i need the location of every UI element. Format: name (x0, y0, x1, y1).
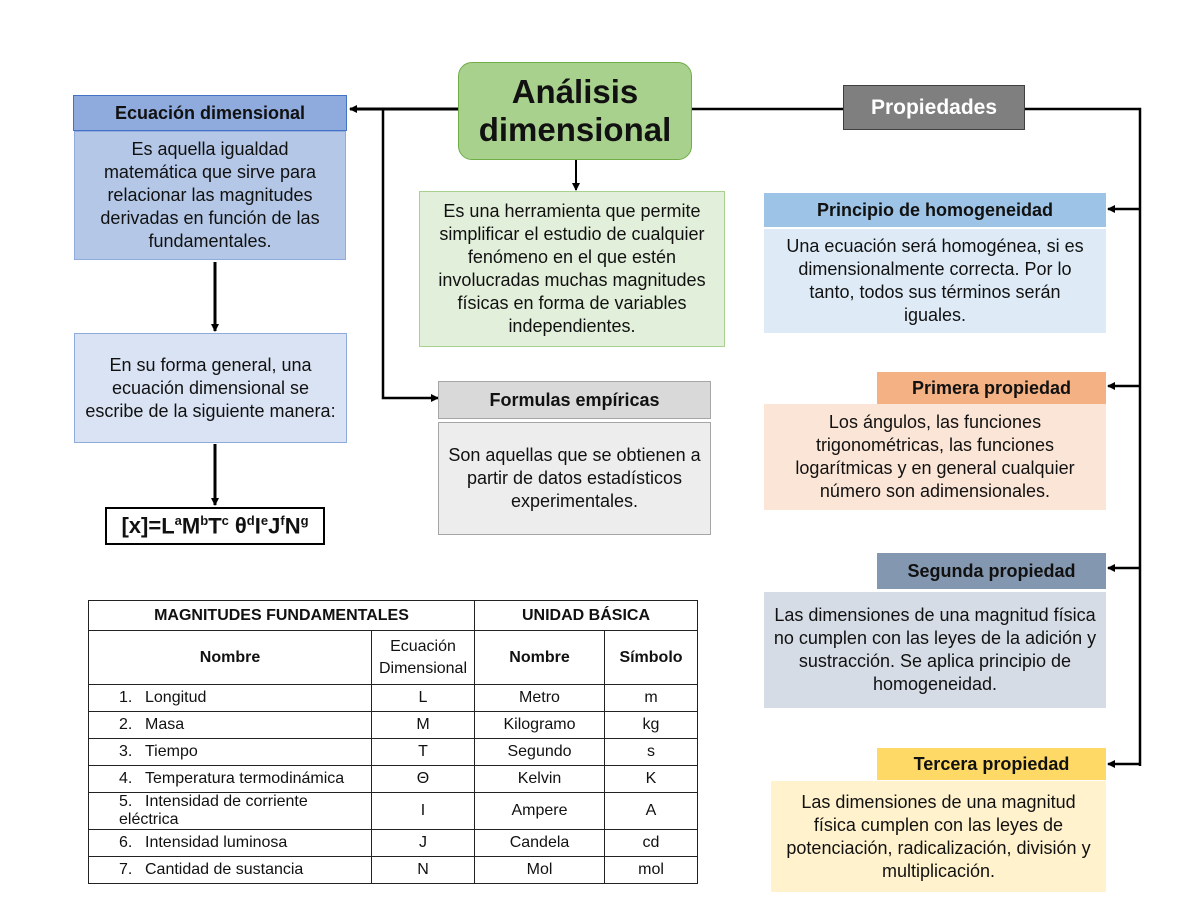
table-row (89, 712, 698, 739)
cell-unidad: Segundo (475, 739, 605, 766)
formula-base: T (208, 513, 222, 539)
cell-nombre (89, 857, 372, 884)
segunda-text: Las dimensiones de una magnitud física no cumplen con las leyes de la adición y sustracción. Se aplica principio de homogeneidad. (764, 592, 1106, 708)
cell-simbolo: A (605, 793, 698, 830)
main-title-line1: Análisis (511, 73, 639, 110)
col-nombre: Nombre (89, 631, 372, 685)
table-row (89, 766, 698, 793)
cell-simbolo: mol (605, 857, 698, 884)
cell-nombre (89, 685, 372, 712)
cell-nombre-text: Longitud (145, 689, 207, 706)
formula-base: M (181, 513, 201, 539)
formula-base: L (161, 513, 175, 539)
tercera-text: Las dimensiones de una magnitud física cumplen con las leyes de potenciación, radicalización, división y multiplicación. (771, 781, 1106, 892)
table-row (89, 793, 698, 830)
table-row (89, 857, 698, 884)
cell-simbolo: K (605, 766, 698, 793)
cell-nombre-text: Masa (145, 716, 185, 733)
cell-nombre-text: Cantidad de sustancia (145, 861, 304, 878)
principio-header: Principio de homogeneidad (764, 193, 1106, 227)
table-group-unidad: UNIDAD BÁSICA (475, 601, 698, 631)
cell-number: 7. (119, 861, 133, 878)
cell-unidad: Mol (475, 857, 605, 884)
formula-base: θ (234, 513, 247, 539)
cell-number: 1. (119, 689, 133, 706)
col-unidad-nombre: Nombre (475, 631, 605, 685)
cell-unidad: Ampere (475, 793, 605, 830)
cell-nombre-text: Intensidad luminosa (145, 834, 288, 851)
cell-ecuacion: M (372, 712, 475, 739)
cell-number: 6. (119, 834, 133, 851)
cell-unidad: Metro (475, 685, 605, 712)
cell-number: 4. (119, 770, 133, 787)
col-simbolo: Símbolo (605, 631, 698, 685)
cell-simbolo: cd (605, 830, 698, 857)
main-description: Es una herramienta que permite simplificar el estudio de cualquier fenómeno en el que estén involucradas muchas magnitudes físicas en forma de variables independientes. (419, 191, 725, 347)
formula-prefix: [x]= (121, 513, 162, 538)
cell-ecuacion: T (372, 739, 475, 766)
cell-number: 2. (119, 716, 133, 733)
cell-ecuacion: I (372, 793, 475, 830)
cell-unidad: Kelvin (475, 766, 605, 793)
formula-exponent: d (246, 512, 255, 528)
formula-exponent: a (174, 512, 182, 528)
propiedades-header: Propiedades (843, 85, 1025, 130)
cell-nombre (89, 766, 372, 793)
formula-base: I (254, 513, 261, 539)
cell-simbolo: s (605, 739, 698, 766)
table-group-magnitudes: MAGNITUDES FUNDAMENTALES (89, 601, 475, 631)
cell-nombre (89, 793, 372, 830)
cell-nombre (89, 830, 372, 857)
cell-number: 3. (119, 743, 133, 760)
table-body (89, 685, 698, 884)
cell-nombre-text: Tiempo (145, 743, 198, 760)
cell-nombre (89, 739, 372, 766)
main-title-box (458, 62, 692, 160)
dimensional-formula (105, 507, 325, 545)
col-ecuacion: Ecuación Dimensional (372, 631, 475, 685)
main-title-line2: dimensional (478, 111, 672, 148)
table-row (89, 830, 698, 857)
cell-ecuacion: L (372, 685, 475, 712)
primera-header: Primera propiedad (877, 372, 1106, 404)
formulas-text: Son aquellas que se obtienen a partir de datos estadísticos experimentales. (438, 422, 711, 535)
cell-nombre-text: Intensidad de corriente eléctrica (119, 793, 308, 828)
cell-ecuacion: N (372, 857, 475, 884)
cell-unidad: Candela (475, 830, 605, 857)
formula-exponent: f (280, 512, 285, 528)
ecuacion-header: Ecuación dimensional (73, 95, 347, 131)
formula-base: J (268, 513, 281, 539)
formula-body (161, 513, 308, 539)
formulas-header: Formulas empíricas (438, 381, 711, 419)
cell-ecuacion: Θ (372, 766, 475, 793)
tercera-header: Tercera propiedad (877, 748, 1106, 780)
principio-text: Una ecuación será homogénea, si es dimensionalmente correcta. Por lo tanto, todos sus términos serán iguales. (764, 229, 1106, 333)
formula-base: N (284, 513, 301, 539)
formula-exponent: g (300, 512, 309, 528)
cell-unidad: Kilogramo (475, 712, 605, 739)
cell-nombre (89, 712, 372, 739)
segunda-header: Segunda propiedad (877, 553, 1106, 589)
primera-text: Los ángulos, las funciones trigonométricas, las funciones logarítmicas y en general cualquier número son adimensionales. (764, 404, 1106, 510)
table-row (89, 685, 698, 712)
cell-simbolo: m (605, 685, 698, 712)
formula-exponent: c (221, 512, 229, 528)
magnitudes-table (88, 600, 698, 884)
table-row (89, 739, 698, 766)
formula-exponent: e (260, 512, 269, 528)
cell-number: 5. (119, 793, 133, 810)
cell-ecuacion: J (372, 830, 475, 857)
cell-nombre-text: Temperatura termodinámica (145, 770, 345, 787)
ecuacion-definition: Es aquella igualdad matemática que sirve para relacionar las magnitudes derivadas en función de las fundamentales. (74, 131, 346, 260)
formula-exponent: b (200, 512, 209, 528)
ecuacion-general-form: En su forma general, una ecuación dimensional se escribe de la siguiente manera: (74, 333, 347, 443)
cell-simbolo: kg (605, 712, 698, 739)
